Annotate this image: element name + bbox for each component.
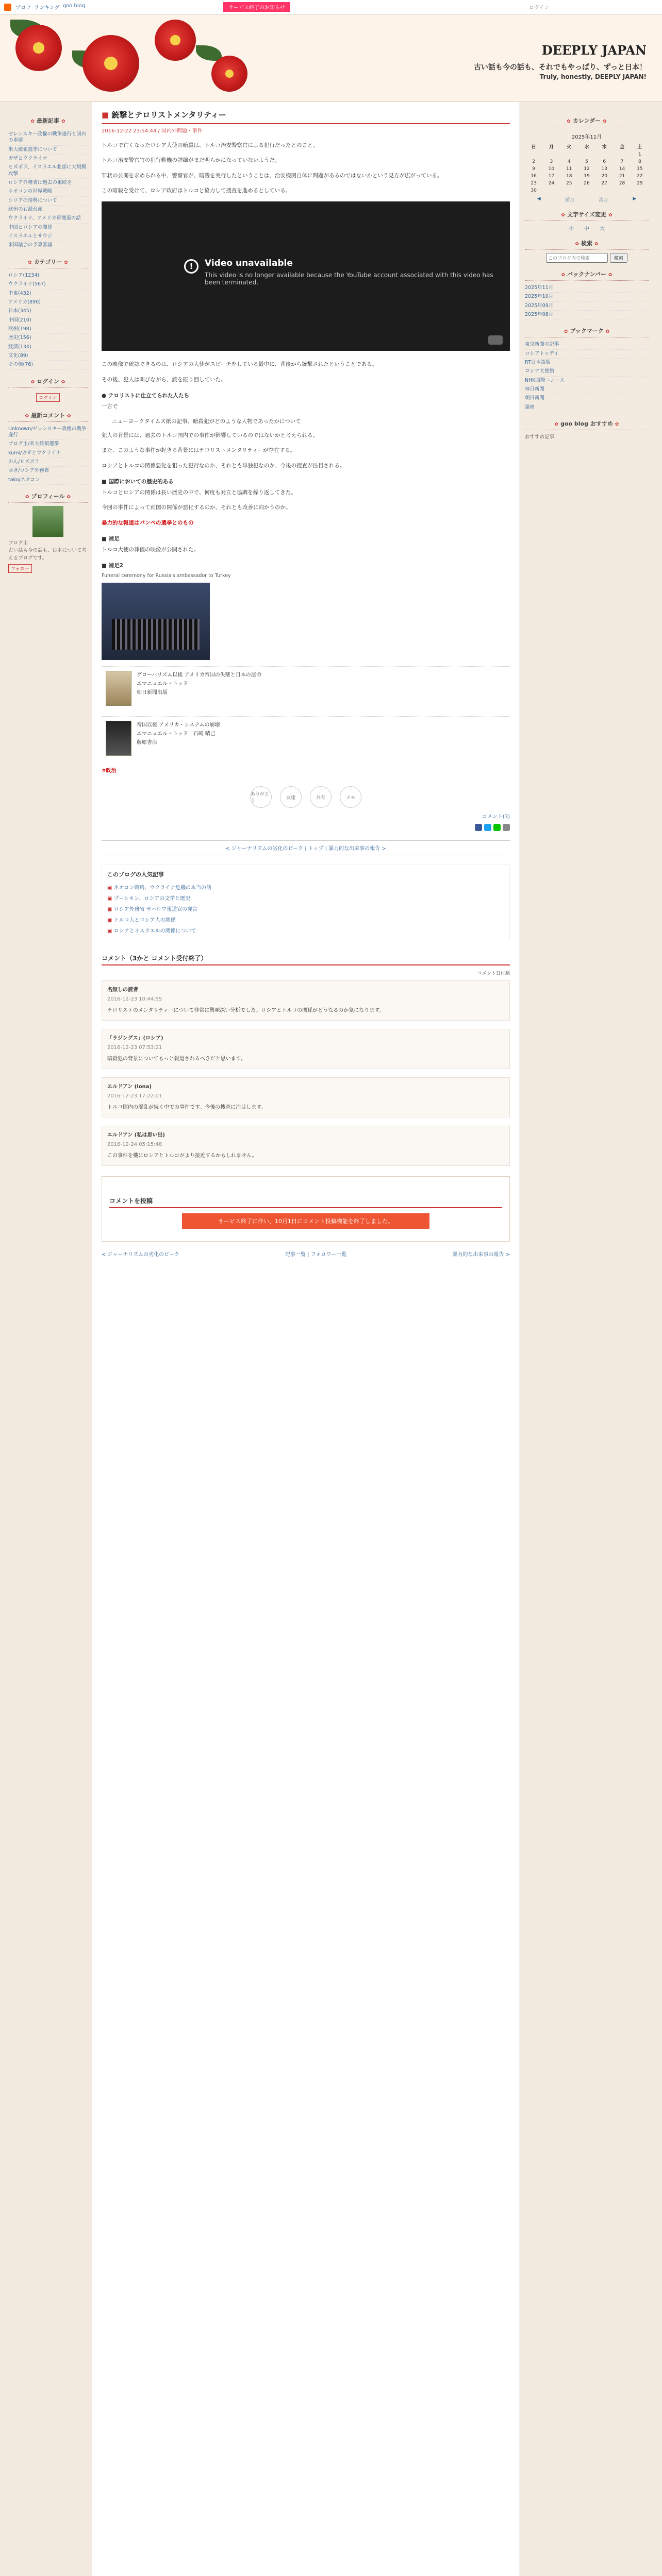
camellia-flower-icon bbox=[82, 35, 139, 92]
section-heading: ■ 国際においての歴史的ある bbox=[102, 478, 174, 485]
recent-comments-list bbox=[8, 425, 88, 485]
calendar-day[interactable]: 18 bbox=[566, 174, 572, 179]
recent-entry-link[interactable]: シリアの情勢について bbox=[8, 197, 88, 206]
entry-paragraph: トルコで亡くなったロシア大使の暗殺は、トルコ治安警察官による犯行だったとのこと。 bbox=[102, 142, 318, 148]
book-publisher: 朝日新聞出版 bbox=[137, 690, 168, 696]
recent-comment-link[interactable]: Unknown/ゼレンスキー政権の戦争遂行 bbox=[8, 425, 88, 440]
book-publisher: 藤原書店 bbox=[137, 740, 157, 746]
thanks-button[interactable]: ありがとう bbox=[250, 786, 272, 808]
popular-entry-link[interactable]: ▣ ロシアとイスラエルの関係について bbox=[107, 925, 504, 936]
twitter-icon[interactable] bbox=[484, 824, 491, 831]
calendar-day[interactable]: 29 bbox=[637, 181, 643, 186]
login-button[interactable]: ログイン bbox=[36, 393, 60, 402]
calendar-day bbox=[542, 151, 560, 158]
profile-heading: ✿ プロフィール ✿ bbox=[8, 490, 88, 503]
left-sidebar bbox=[4, 102, 92, 2576]
entry-title[interactable]: ■ 銃撃とテロリストメンタリティー bbox=[102, 109, 510, 124]
bookmark-heading: ✿ ブックマーク ✿ bbox=[525, 325, 649, 337]
right-sidebar bbox=[520, 102, 654, 2576]
entry-paragraph: 犯人の背景には、過去のトルコ国内での事件が影響しているのではないかと考えられる。 bbox=[102, 432, 318, 438]
site-subtitle-en: Truly, honestly, DEEPLY JAPAN! bbox=[539, 73, 647, 80]
camellia-flower-icon bbox=[155, 20, 196, 61]
calendar-week bbox=[525, 165, 649, 173]
font-small-button[interactable]: 小 bbox=[569, 226, 574, 232]
category-list bbox=[8, 272, 88, 370]
category-link[interactable]: 歴史(156) bbox=[8, 334, 88, 343]
friend-button[interactable]: 友達 bbox=[280, 786, 302, 808]
popular-entries-heading: このブログの人気記事 bbox=[107, 871, 164, 878]
comment-author: 名無しの読者 bbox=[107, 987, 138, 993]
youtube-logo-icon[interactable] bbox=[488, 335, 503, 345]
calendar-day[interactable]: 10 bbox=[548, 166, 555, 172]
calendar-day bbox=[578, 151, 595, 158]
comment-form bbox=[102, 1176, 510, 1242]
highlight-link[interactable]: 暴力的な報道はパンペの選挙とのもの bbox=[102, 519, 194, 526]
topbar-link-ranking[interactable]: ランキング bbox=[34, 5, 60, 11]
memo-button[interactable]: メモ bbox=[340, 786, 361, 808]
category-heading: ✿ カテゴリー ✿ bbox=[8, 256, 88, 268]
sns-share-bar bbox=[102, 824, 510, 831]
calendar-week bbox=[525, 187, 649, 194]
backnumber-link[interactable]: 2025年09月 bbox=[525, 302, 649, 311]
calendar-day bbox=[560, 151, 578, 158]
calendar-day bbox=[578, 187, 595, 194]
calendar-day[interactable]: 24 bbox=[548, 181, 555, 186]
comment-closed-button[interactable]: サービス終了に伴い、10月1日にコメント投稿機能を終了しました。 bbox=[182, 1213, 429, 1229]
bookmark-link[interactable]: 東京新聞の記事 bbox=[525, 341, 649, 349]
popular-entry-link[interactable]: ▣ プーシキン、ロシアの文学と歴史 bbox=[107, 892, 504, 903]
recent-entry-link[interactable]: 中国とロシアの関係 bbox=[8, 224, 88, 232]
calendar-day bbox=[542, 187, 560, 194]
calendar-weekday: 月 bbox=[549, 145, 554, 150]
popular-entry-link[interactable]: ▣ ロシア外務省 ザハロワ報道官の発言 bbox=[107, 903, 504, 914]
entry-paragraph: 今回の事件によって両国の関係が悪化するのか、それとも改善に向かうのか。 bbox=[102, 504, 291, 511]
calendar-weekday: 水 bbox=[584, 145, 589, 150]
calendar-day[interactable]: 26 bbox=[584, 181, 590, 186]
book-card[interactable] bbox=[102, 716, 510, 760]
calendar-day[interactable]: 23 bbox=[531, 181, 537, 186]
font-large-button[interactable]: 大 bbox=[600, 226, 605, 232]
comment-item bbox=[102, 1126, 510, 1166]
entry-paragraph: ロシアとトルコの関係悪化を狙った犯行なのか、それとも単独犯なのか、今後の捜査が注目される。 bbox=[102, 462, 345, 469]
popular-entry-link[interactable]: ▣ トルコ人とロシア人の関係 bbox=[107, 914, 504, 925]
calendar-day[interactable]: 4 bbox=[567, 159, 571, 164]
calendar-weekday: 土 bbox=[637, 145, 642, 150]
leaf-decoration bbox=[196, 45, 222, 61]
search-input[interactable] bbox=[546, 253, 608, 263]
calendar-day bbox=[560, 187, 578, 194]
font-medium-button[interactable]: 中 bbox=[584, 226, 589, 232]
calendar-day[interactable]: 21 bbox=[619, 174, 625, 179]
comment-author: エルドアン (私は思い出) bbox=[107, 1132, 165, 1139]
embedded-video[interactable] bbox=[102, 201, 510, 351]
category-link[interactable]: アメリカ(890) bbox=[8, 298, 88, 307]
calendar-day[interactable]: 11 bbox=[566, 166, 572, 172]
recent-entry-link[interactable]: ヒズボラ、イスラエル北部に大規模攻撃 bbox=[8, 163, 88, 179]
bookmark-link[interactable]: 毎日新聞 bbox=[525, 385, 649, 394]
entry-paragraph: トルコ治安警官官の犯行動機の詳細がまだ明らかになっていないようだ。 bbox=[102, 157, 280, 164]
calendar-month: 2025年11月 bbox=[571, 134, 602, 140]
entry-paragraph: この暗殺を受けて、ロシア政府はトルコと協力して捜査を進めるとしている。 bbox=[102, 187, 291, 194]
recent-entry-link[interactable]: ガザとウクライナ bbox=[8, 155, 88, 163]
calendar-day[interactable]: 27 bbox=[601, 181, 607, 186]
calendar-day bbox=[595, 187, 613, 194]
calendar-day[interactable]: 15 bbox=[637, 166, 643, 172]
recent-comment-link[interactable]: tako/ネオコン bbox=[8, 476, 88, 485]
calendar-day[interactable]: 25 bbox=[566, 181, 572, 186]
font-size-heading: ✿ 文字サイズ変更 ✿ bbox=[525, 208, 649, 221]
section-heading: ■ 補足 bbox=[102, 535, 120, 542]
entry-date: 2016-12-22 23:54:44 / 国内外問題・事件 bbox=[102, 128, 203, 134]
topbar-link-profile[interactable]: プロフ bbox=[15, 5, 31, 11]
backnumber-link[interactable]: 2025年08月 bbox=[525, 311, 649, 319]
recent-entry-link[interactable]: イスラエルとサウジ bbox=[8, 232, 88, 241]
recent-comment-link[interactable]: ブログ主/米大統領選挙 bbox=[8, 440, 88, 449]
entry-list-link[interactable]: 記事一覧 | フォロワー一覧 bbox=[285, 1252, 347, 1258]
category-link[interactable]: その他(76) bbox=[8, 361, 88, 369]
calendar-day[interactable]: 8 bbox=[638, 159, 641, 164]
calendar-day bbox=[613, 187, 631, 194]
calendar-nav bbox=[525, 196, 649, 203]
book-title[interactable]: グローバリズム以後 アメリカ帝国の失墜と日本の運命 bbox=[137, 672, 261, 679]
calendar-day[interactable]: 9 bbox=[532, 166, 535, 172]
facebook-icon[interactable] bbox=[475, 824, 482, 831]
video-message bbox=[205, 258, 510, 286]
entry-paragraph: 罪状の公開を求められる中、警察官が、暗殺を実行したということは、治安機関自体に問題があるのではないかという見方が広がっている。 bbox=[102, 172, 443, 179]
calendar-day[interactable]: 20 bbox=[601, 174, 607, 179]
goo-recommend-heading: ✿ goo blog おすすめ ✿ bbox=[525, 417, 649, 430]
camellia-flower-icon bbox=[211, 56, 247, 92]
entry-paragraph: この映像で確認できるのは、ロシアの大使がスピーチをしている最中に、背後から銃撃されたということである。 bbox=[102, 361, 378, 368]
calendar-next-month[interactable]: 次月 bbox=[599, 198, 608, 203]
category-link[interactable]: 経済(134) bbox=[8, 343, 88, 352]
reaction-buttons bbox=[102, 786, 510, 808]
topbar-login-link[interactable]: ログイン bbox=[529, 5, 550, 11]
login-heading: ✿ ログイン ✿ bbox=[8, 375, 88, 388]
prev-entry-link[interactable]: < ジャーナリズムの劣化のピーク bbox=[102, 1252, 179, 1258]
calendar-day[interactable]: 13 bbox=[601, 166, 607, 172]
site-subtitle: 古い話も今の話も、それでもやっぱり、ずっと日本！ bbox=[473, 63, 647, 72]
video-title: Video unavailable bbox=[205, 258, 293, 269]
calendar-day bbox=[631, 187, 649, 194]
comment-date: 2016-12-23 07:53:21 bbox=[107, 1045, 162, 1051]
calendar-day[interactable]: 3 bbox=[550, 159, 553, 164]
category-link[interactable]: 日本(345) bbox=[8, 307, 88, 316]
profile-name: ブログ主 bbox=[8, 540, 28, 546]
recent-entries-heading: ✿ 最新記事 ✿ bbox=[8, 114, 88, 127]
book-cover-image[interactable] bbox=[106, 721, 131, 756]
calendar-day[interactable]: 17 bbox=[548, 174, 555, 179]
calendar-week bbox=[525, 173, 649, 180]
footer-pager bbox=[102, 1250, 510, 1258]
bookmark-link[interactable]: NHK国際ニュース bbox=[525, 377, 649, 385]
calendar-week bbox=[525, 158, 649, 165]
calendar-week bbox=[525, 151, 649, 158]
mail-icon[interactable] bbox=[503, 824, 510, 831]
topbar-links bbox=[15, 3, 85, 11]
calendar-body bbox=[525, 151, 649, 194]
book-author: エマニュエル・トッド bbox=[137, 681, 188, 687]
calendar-weekday: 日 bbox=[531, 145, 536, 150]
entry-paragraph: トルコとロシアの関係は長い歴史の中で、何度も対立と協調を繰り返してきた。 bbox=[102, 489, 296, 496]
comment-text: 暗殺犯の背景についてもっと報道されるべきだと思います。 bbox=[107, 1056, 246, 1062]
recent-comments-heading: ✿ 最新コメント ✿ bbox=[8, 409, 88, 422]
category-link[interactable]: 中国(210) bbox=[8, 316, 88, 325]
entry-paragraph: 一言で bbox=[102, 403, 118, 410]
calendar-day[interactable]: 28 bbox=[619, 181, 625, 186]
calendar-heading: ✿ カレンダー ✿ bbox=[525, 114, 649, 127]
profile-text: 古い話も今の話も、日本について考えるブログです。 bbox=[8, 548, 87, 561]
bookmark-list bbox=[525, 341, 649, 412]
calendar-day[interactable]: 16 bbox=[531, 174, 537, 179]
calendar-day[interactable]: 22 bbox=[637, 174, 643, 179]
profile-avatar bbox=[32, 506, 63, 537]
next-entry-link[interactable]: 暴力的な出来事の報告 > bbox=[452, 1252, 510, 1258]
comment-item bbox=[102, 980, 510, 1021]
calendar-weekday: 木 bbox=[602, 145, 607, 150]
calendar-next-icon[interactable]: ▶ bbox=[633, 196, 637, 201]
comment-author: 「ラジングス」(ロシア) bbox=[107, 1036, 163, 1042]
calendar-day[interactable]: 19 bbox=[584, 174, 590, 179]
calendar-weekday: 火 bbox=[567, 145, 572, 150]
calendar-weekday: 金 bbox=[620, 145, 625, 150]
font-size-buttons bbox=[525, 224, 649, 232]
category-link[interactable]: 欧州(198) bbox=[8, 325, 88, 334]
calendar-day bbox=[595, 151, 613, 158]
search-box bbox=[525, 253, 649, 263]
site-header bbox=[0, 14, 662, 102]
search-heading: ✿ 検索 ✿ bbox=[525, 237, 649, 250]
entry-paragraph: トルコ大使の葬儀の映像が公開された。 bbox=[102, 546, 199, 553]
alert-icon: ! bbox=[184, 259, 198, 274]
goo-logo-icon[interactable] bbox=[4, 4, 11, 11]
line-icon[interactable] bbox=[493, 824, 501, 831]
backnumber-link[interactable]: 2025年10月 bbox=[525, 293, 649, 301]
comment-text: トルコ国内の混乱が続く中での事件です。今後の捜査に注目します。 bbox=[107, 1105, 267, 1111]
calendar-prev-month[interactable]: 前月 bbox=[565, 198, 575, 203]
search-button[interactable]: 検索 bbox=[610, 253, 627, 263]
calendar-day[interactable]: 7 bbox=[620, 159, 624, 164]
comment-date: 2016-12-23 10:44:55 bbox=[107, 996, 162, 1003]
recent-entry-link[interactable]: ゼレンスキー政権の戦争遂行と国内の事情 bbox=[8, 130, 88, 146]
section-heading: ● テロリストに仕立てられた人たち bbox=[102, 392, 190, 399]
calendar bbox=[525, 130, 649, 194]
recent-entry-link[interactable]: 米国議会の予算審議 bbox=[8, 241, 88, 250]
follow-button[interactable]: フォロー bbox=[8, 564, 32, 573]
recent-entry-link[interactable]: ウクライナ、アメリカ軍撤退の話 bbox=[8, 214, 88, 223]
comment-item bbox=[102, 1029, 510, 1069]
recent-entry-link[interactable]: ネオコンの世界戦略 bbox=[8, 188, 88, 196]
calendar-day[interactable]: 5 bbox=[585, 159, 588, 164]
calendar-week bbox=[525, 180, 649, 187]
recent-comment-link[interactable]: kumi/ガザとウクライナ bbox=[8, 449, 88, 458]
book-cover-image[interactable] bbox=[106, 671, 131, 706]
service-end-banner[interactable]: サービス終了のお知らせ bbox=[223, 2, 290, 12]
calendar-day[interactable]: 1 bbox=[638, 152, 641, 157]
entry-pager[interactable]: < ジャーナリズムの劣化のピーク | トップ | 暴力的な出来事の報告 > bbox=[102, 840, 510, 855]
goo-recommend-link[interactable]: おすすめ記事 bbox=[525, 434, 555, 440]
page-wrap bbox=[0, 102, 662, 2576]
bookmark-link[interactable]: ロシア大使館 bbox=[525, 367, 649, 376]
backnumber-link[interactable]: 2025年11月 bbox=[525, 284, 649, 293]
calendar-day bbox=[613, 151, 631, 158]
share-button[interactable]: 共有 bbox=[310, 786, 332, 808]
calendar-day[interactable]: 30 bbox=[531, 188, 537, 193]
comment-text: この事件を機にロシアとトルコがより接近するかもしれません。 bbox=[107, 1153, 257, 1159]
calendar-day[interactable]: 6 bbox=[603, 159, 606, 164]
recent-entry-link[interactable]: 米大統領選挙について bbox=[8, 146, 88, 155]
recent-comment-link[interactable]: ゆき/ロシア外務省 bbox=[8, 467, 88, 476]
bookmark-link[interactable]: 論座 bbox=[525, 403, 649, 412]
image-caption: Funeral ceremony for Russia's ambassador to Turkey bbox=[102, 573, 231, 579]
comment-date: 2016-12-23 17:22:01 bbox=[107, 1093, 162, 1099]
entry-tag[interactable]: #政治 bbox=[102, 768, 117, 774]
video-subtitle: This video is no longer available because the YouTube account associated with this video has been terminated. bbox=[205, 272, 493, 286]
comment-sort[interactable]: コメント日付順 bbox=[477, 971, 510, 977]
popular-entry-link[interactable]: ▣ ネオコン戦略、ウクライナ危機の本当の話 bbox=[107, 882, 504, 892]
book-card[interactable] bbox=[102, 666, 510, 710]
comment-count-link[interactable]: コメント(3) bbox=[482, 814, 510, 820]
main-content bbox=[92, 102, 520, 2576]
book-title[interactable]: 帝国以後 アメリカ・システムの崩壊 bbox=[137, 722, 220, 728]
entry-paragraph: また、このような事件が起きる背景にはテロリストメンタリティーが存在する。 bbox=[102, 447, 296, 454]
calendar-day[interactable]: 2 bbox=[532, 159, 535, 164]
funeral-photo bbox=[102, 583, 210, 660]
comment-item bbox=[102, 1077, 510, 1117]
bookmark-link[interactable]: ロシアトゥデイ bbox=[525, 350, 649, 359]
camellia-flower-icon bbox=[15, 25, 62, 71]
comment-text: テロリストのメンタリティーについて非常に興味深い分析でした。ロシアとトルコの関係がどうなるのか気になります。 bbox=[107, 1008, 385, 1014]
category-link[interactable]: ウクライナ(567) bbox=[8, 280, 88, 289]
section-heading: ■ 補足2 bbox=[102, 563, 123, 569]
calendar-day bbox=[525, 151, 542, 158]
topbar bbox=[0, 0, 662, 14]
blockquote: ニューヨークタイムズ紙の記事、暗殺犯がどのような人物であったかについて bbox=[112, 418, 301, 425]
comment-form-heading: コメントを投稿 bbox=[109, 1194, 502, 1208]
entry-paragraph: その後、犯人は叫びながら、銃を振り回していた。 bbox=[102, 376, 226, 383]
calendar-day[interactable]: 12 bbox=[584, 166, 590, 172]
calendar-prev-icon[interactable]: ◀ bbox=[537, 196, 541, 201]
calendar-day[interactable]: 14 bbox=[619, 166, 625, 172]
comment-author: エルドアン (lona) bbox=[107, 1084, 152, 1090]
comments-heading: コメント（3かと コメント受付終了） bbox=[102, 952, 510, 965]
bookmark-link[interactable]: 朝日新聞 bbox=[525, 394, 649, 403]
recent-entry-link[interactable]: ロシア外務省は過去の東欧を bbox=[8, 179, 88, 188]
comment-date: 2016-12-24 05:15:48 bbox=[107, 1142, 162, 1148]
backnumber-heading: ✿ バックナンバー ✿ bbox=[525, 268, 649, 281]
recent-entries-list bbox=[8, 130, 88, 250]
backnumber-list bbox=[525, 284, 649, 319]
category-link[interactable]: ロシア(1234) bbox=[8, 272, 88, 280]
book-author: エマニュエル・トッド 石崎 晴己 bbox=[137, 731, 216, 737]
topbar-link-goo-blog[interactable]: goo blog bbox=[62, 3, 86, 9]
site-title[interactable]: DEEPLY JAPAN bbox=[541, 43, 647, 58]
recent-entry-link[interactable]: 欧州の右派台頭 bbox=[8, 206, 88, 214]
category-link[interactable]: 文化(89) bbox=[8, 352, 88, 361]
popular-entries bbox=[102, 865, 510, 941]
bookmark-link[interactable]: RT日本語版 bbox=[525, 359, 649, 367]
category-link[interactable]: 中東(432) bbox=[8, 290, 88, 298]
recent-comment-link[interactable]: のん/ヒズボラ bbox=[8, 458, 88, 467]
